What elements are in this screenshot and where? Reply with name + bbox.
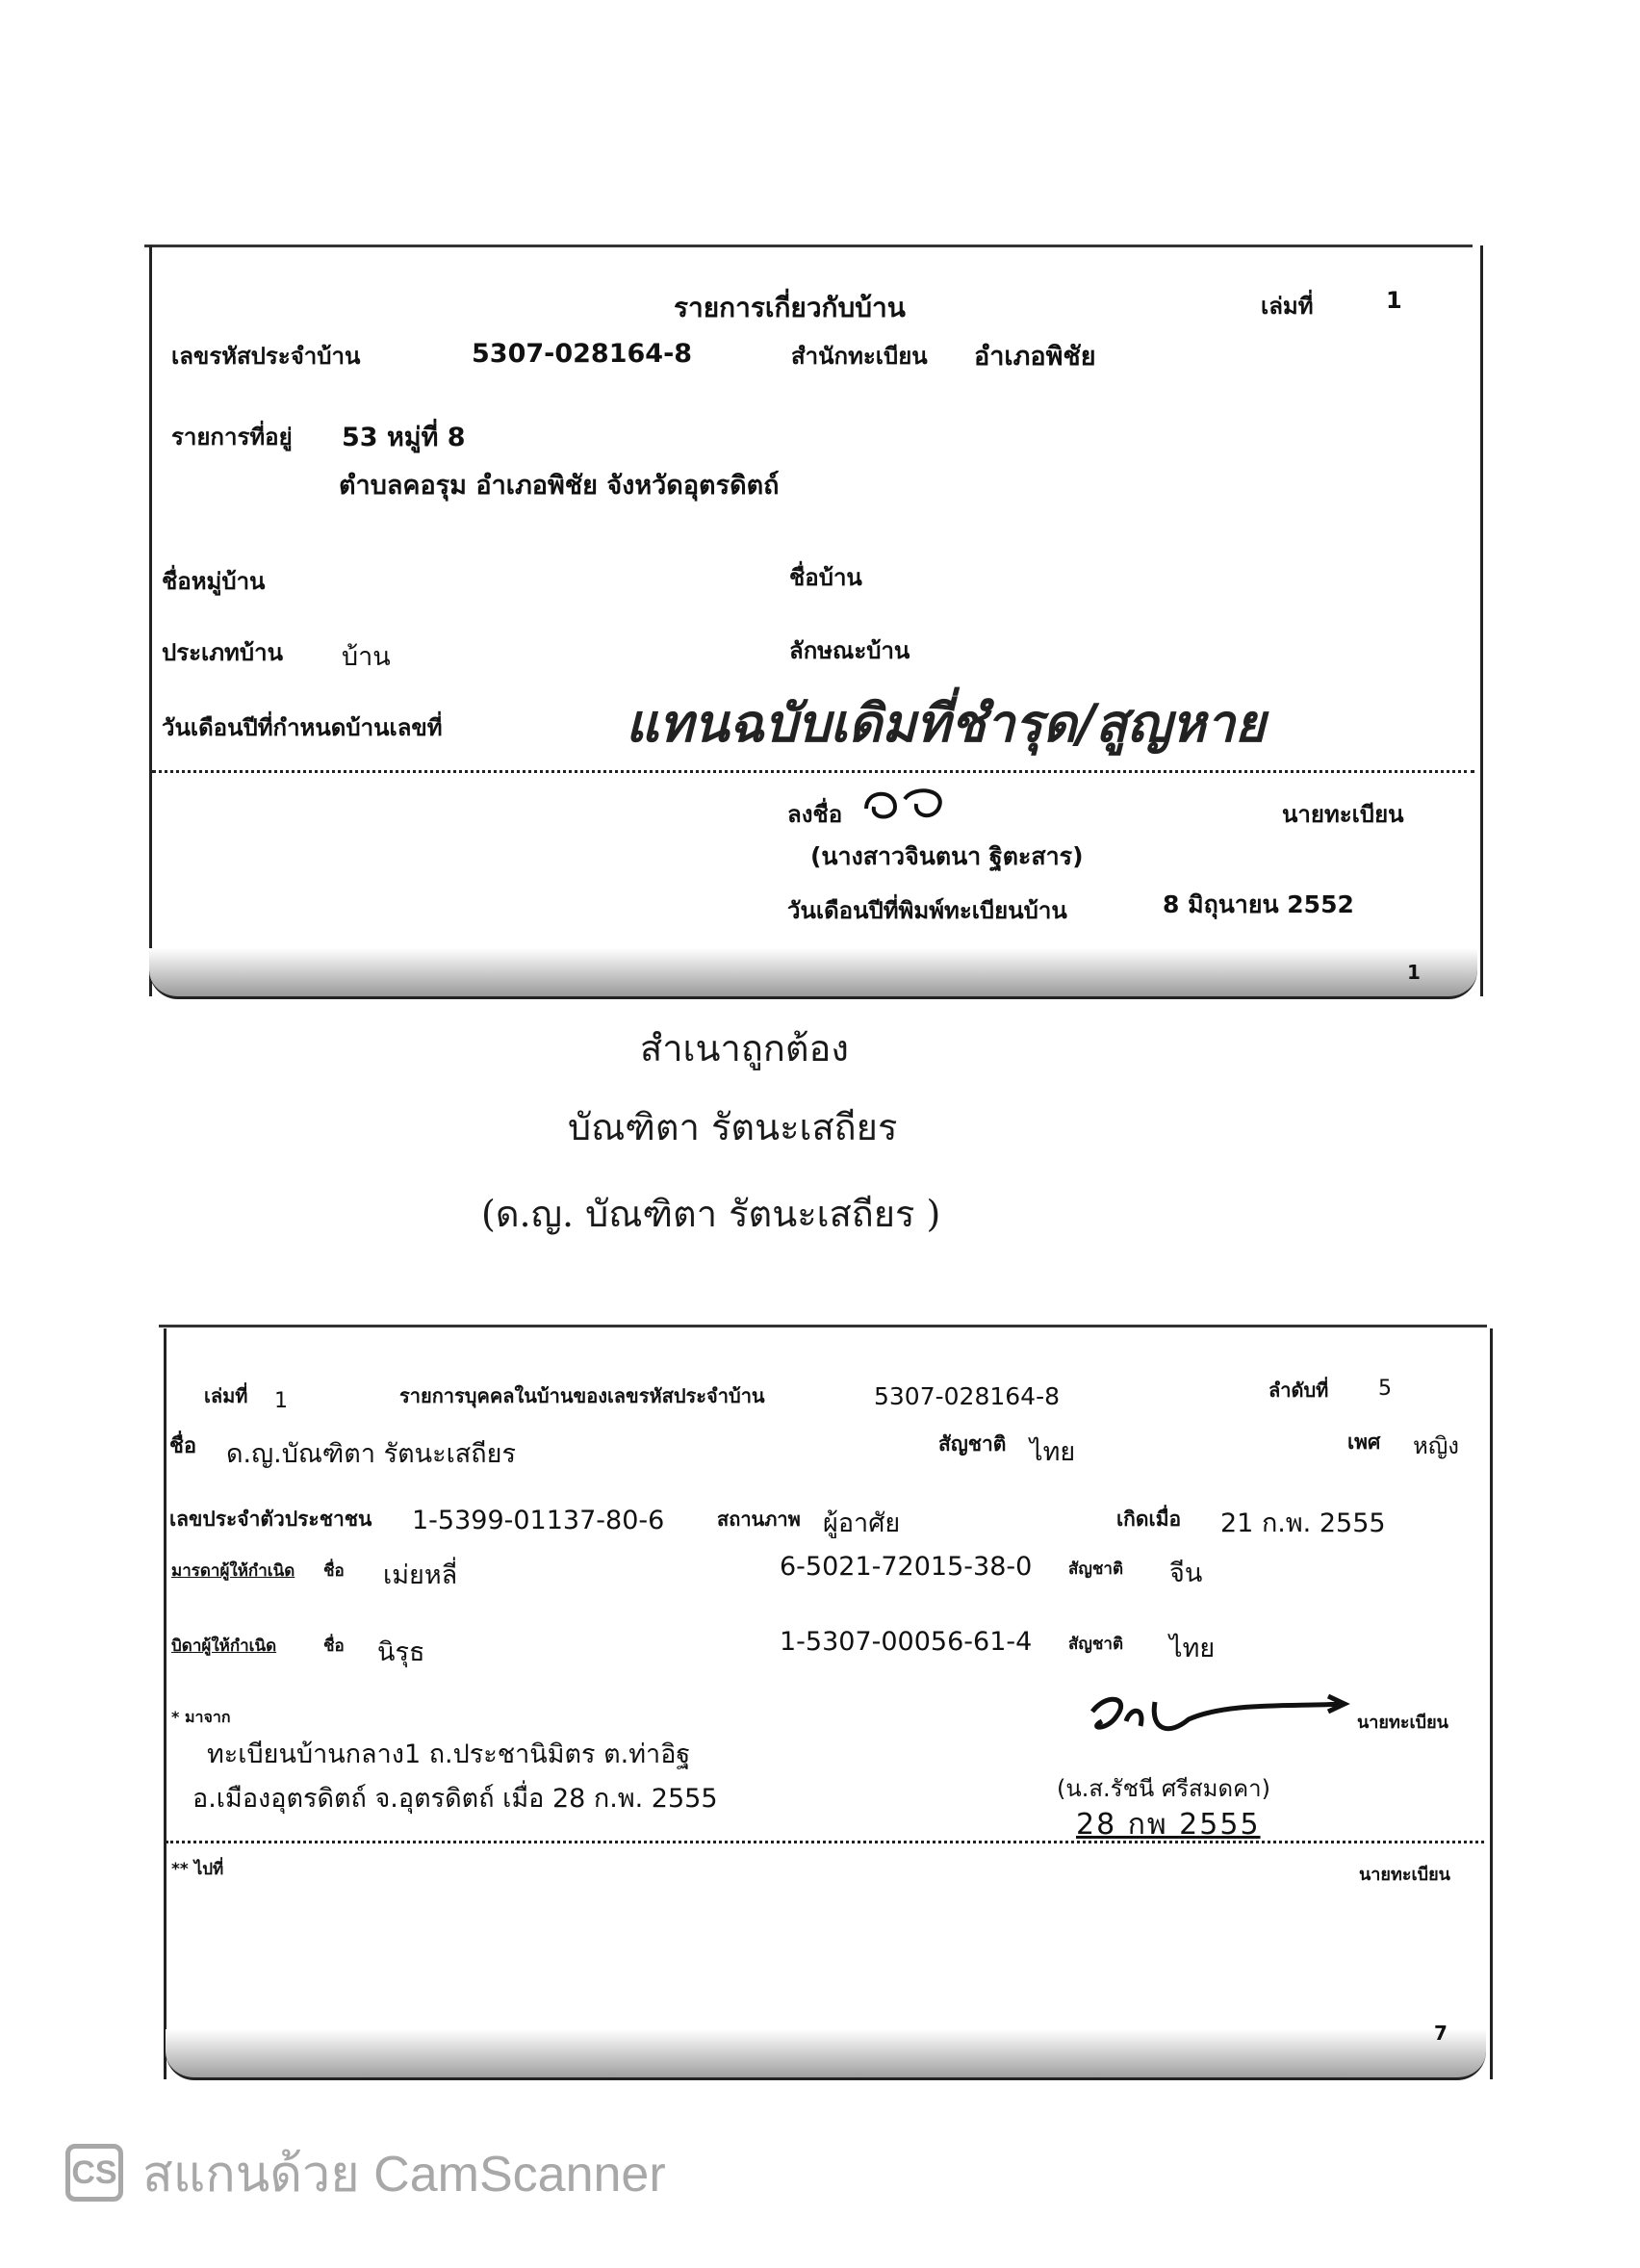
- person-record-title: รายการบุคคลในบ้านของเลขรหัสประจำบ้าน: [399, 1384, 765, 1407]
- page-number-2: 7: [1434, 2022, 1448, 2045]
- citizen-id-value: 1-5399-01137-80-6: [412, 1506, 665, 1535]
- book-value: 1: [1386, 287, 1402, 314]
- registrar-signature-1: [857, 780, 962, 828]
- moved-from-label: * มาจาก: [171, 1708, 231, 1726]
- registrar-name-1: (นางสาวจินตนา ฐิตะสาร): [810, 842, 1084, 870]
- born-label: เกิดเมื่อ: [1116, 1508, 1182, 1531]
- house-name-label: ชื่อบ้าน: [789, 564, 862, 591]
- certifier-full-name: (ด.ญ. บัณฑิตา รัตนะเสถียร ): [481, 1193, 941, 1235]
- card2-bottom-edge: [166, 2029, 1486, 2080]
- address-label: รายการที่อยู่: [171, 424, 293, 451]
- dotted-divider-2: [166, 1841, 1484, 1843]
- sex-label: เพศ: [1347, 1430, 1381, 1454]
- house-record-title: รายการเกี่ยวกับบ้าน: [674, 292, 906, 323]
- mother-nat-label: สัญชาติ: [1068, 1559, 1123, 1579]
- sex-value: หญิง: [1413, 1432, 1459, 1459]
- registrar-signature-2: [1073, 1683, 1352, 1750]
- father-id-value: 1-5307-00056-61-4: [780, 1627, 1033, 1657]
- card2-top-border: [159, 1325, 1487, 1327]
- mother-label: มารดาผู้ให้กำเนิด: [171, 1561, 295, 1581]
- signed-label: ลงชื่อ: [787, 801, 843, 828]
- order-value: 5: [1378, 1377, 1392, 1401]
- registrar-date-stamp: 28 กพ 2555: [1076, 1808, 1261, 1842]
- registry-office-value: อำเภอพิชัย: [974, 342, 1096, 372]
- registrar-label-2: นายทะเบียน: [1357, 1713, 1448, 1733]
- print-date-label: วันเดือนปีที่พิมพ์ทะเบียนบ้าน: [787, 897, 1067, 924]
- nationality-value: ไทย: [1030, 1437, 1076, 1467]
- certified-copy-text: สำเนาถูกต้อง: [640, 1027, 849, 1070]
- mother-nat-value: จีน: [1169, 1559, 1203, 1588]
- mother-name-label: ชื่อ: [323, 1561, 345, 1581]
- page-number-1: 1: [1407, 961, 1421, 984]
- mother-id-value: 6-5021-72015-38-0: [780, 1552, 1033, 1582]
- person-book-value: 1: [274, 1389, 288, 1413]
- nationality-label: สัญชาติ: [938, 1432, 1007, 1456]
- house-type-label: ประเภทบ้าน: [162, 639, 283, 666]
- order-label: ลำดับที่: [1268, 1379, 1329, 1402]
- citizen-id-label: เลขประจำตัวประชาชน: [169, 1508, 372, 1531]
- registrar-label-3: นายทะเบียน: [1359, 1865, 1450, 1885]
- address-line2: ตำบลคอรุม อำเภอพิชัย จังหวัดอุตรดิตถ์: [339, 471, 780, 501]
- house-code-value: 5307-028164-8: [472, 339, 693, 369]
- name-value: ด.ญ.บัณฑิตา รัตนะเสถียร: [226, 1439, 516, 1469]
- status-value: ผู้อาศัย: [823, 1508, 901, 1538]
- certifier-name: บัณฑิตา รัตนะเสถียร: [568, 1106, 898, 1148]
- father-label: บิดาผู้ให้กำเนิด: [171, 1637, 277, 1656]
- moved-from-line2: อ.เมืองอุตรดิตถ์ จ.อุตรดิตถ์ เมื่อ 28 ก.พ. 2555: [192, 1784, 718, 1814]
- date-assigned-label: วันเดือนปีที่กำหนดบ้านเลขที่: [162, 714, 443, 741]
- father-nat-value: ไทย: [1169, 1634, 1216, 1663]
- father-name-value: นิรุธ: [377, 1637, 425, 1667]
- village-name-label: ชื่อหมู่บ้าน: [162, 568, 266, 595]
- registrar-label-1: นายทะเบียน: [1282, 801, 1404, 828]
- book-label: เล่มที่: [1261, 293, 1314, 320]
- registrar-name-2: (น.ส.รัชนี ศรีสมดคา): [1057, 1775, 1270, 1802]
- person-house-code: 5307-028164-8: [874, 1382, 1061, 1410]
- address-line1: 53 หมู่ที่ 8: [342, 423, 466, 452]
- dotted-divider: [152, 770, 1474, 773]
- father-name-label: ชื่อ: [323, 1637, 345, 1656]
- person-book-label: เล่มที่: [204, 1384, 248, 1407]
- born-value: 21 ก.พ. 2555: [1220, 1508, 1386, 1538]
- camscanner-watermark: [65, 2142, 666, 2204]
- camscanner-text: สแกนด้วย CamScanner: [142, 2146, 666, 2203]
- name-label: ชื่อ: [169, 1434, 197, 1458]
- print-date-value: 8 มิถุนายน 2552: [1163, 890, 1354, 918]
- card1-bottom-edge: [149, 948, 1477, 999]
- father-nat-label: สัญชาติ: [1068, 1635, 1123, 1654]
- registry-office-label: สำนักทะเบียน: [791, 343, 928, 370]
- mother-name-value: เม่ยหลี่: [383, 1560, 458, 1590]
- moved-from-line1: ทะเบียนบ้านกลาง1 ถ.ประชานิมิตร ต.ท่าอิฐ: [207, 1740, 691, 1769]
- status-label: สถานภาพ: [717, 1508, 801, 1531]
- camscanner-logo-icon: CS: [65, 2144, 123, 2202]
- house-character-label: ลักษณะบ้าน: [789, 637, 910, 664]
- replacement-stamp: แทนฉบับเดิมที่ชำรุด/สูญหาย: [626, 692, 1266, 754]
- house-code-label: เลขรหัสประจำบ้าน: [171, 343, 361, 370]
- moved-to-label: ** ไปที่: [171, 1860, 224, 1879]
- house-type-value: บ้าน: [342, 642, 391, 672]
